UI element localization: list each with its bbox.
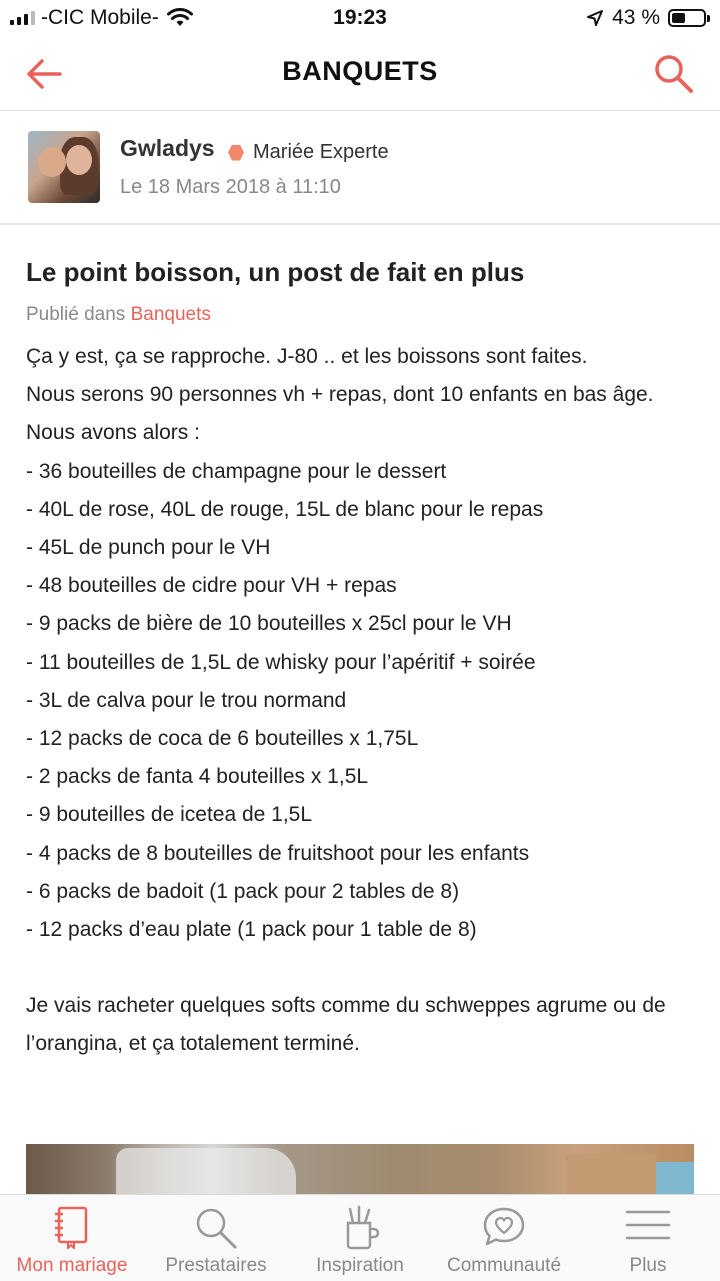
battery-percent: 43 %: [612, 6, 660, 29]
author-card: [0, 111, 720, 225]
status-right: [586, 6, 706, 30]
published-prefix: Publié dans: [26, 304, 126, 325]
list-item: - 45L de punch pour le VH: [26, 536, 271, 560]
pencil-cup-icon: [340, 1205, 380, 1251]
tab-inspiration[interactable]: [288, 1195, 432, 1281]
search-icon: [193, 1205, 239, 1251]
list-item: - 2 packs de fanta 4 bouteilles x 1,5L: [26, 765, 369, 789]
tab-prestataires[interactable]: [144, 1195, 288, 1281]
clock: 19:23: [333, 6, 387, 29]
badge-hexagon-icon: [228, 145, 244, 161]
post-content: [26, 224, 696, 1064]
author-name[interactable]: Gwladys: [120, 135, 215, 161]
location-arrow-icon: [586, 9, 604, 27]
body-line: Nous serons 90 personnes vh + repas, dont 10 enfants en bas âge.: [26, 383, 654, 407]
tab-label: Communauté: [446, 1255, 562, 1276]
heart-chat-icon: [481, 1205, 527, 1249]
post-photo[interactable]: [26, 1144, 694, 1196]
body-line: Ça y est, ça se rapproche. J-80 .. et les boissons sont faites.: [26, 345, 588, 368]
closing-paragraph: Je vais racheter quelques softs comme du schweppes agrume ou de l’orangina, et ça totalement terminé.: [26, 994, 666, 1056]
body-line: Nous avons alors :: [26, 421, 200, 445]
avatar[interactable]: [28, 131, 100, 203]
category-link[interactable]: Banquets: [130, 304, 211, 325]
tab-communaute[interactable]: [432, 1195, 576, 1281]
nav-header: [0, 36, 720, 111]
list-item: - 6 packs de badoit (1 pack pour 2 tables de 8): [26, 879, 460, 903]
search-icon[interactable]: [652, 52, 696, 96]
page-title: BANQUETS: [282, 56, 438, 86]
list-item: - 36 bouteilles de champagne pour le dessert: [26, 459, 447, 483]
battery-icon: [668, 9, 706, 27]
carrier-name: -CIC Mobile-: [41, 6, 159, 29]
list-item: - 48 bouteilles de cidre pour VH + repas: [26, 574, 397, 598]
list-item: - 4 packs de 8 bouteilles de fruitshoot pour les enfants: [26, 841, 530, 865]
list-item: - 3L de calva pour le trou normand: [26, 688, 347, 712]
post-title: Le point boisson, un post de fait en plus: [26, 257, 525, 287]
status-bar: [0, 0, 720, 36]
published-line: [26, 304, 696, 326]
post-body: [26, 338, 696, 1064]
list-item: - 9 packs de bière de 10 bouteilles x 25cl pour le VH: [26, 612, 512, 636]
notebook-icon: [52, 1205, 92, 1249]
tab-label: Mon mariage: [16, 1255, 128, 1276]
tab-mon-mariage[interactable]: [0, 1195, 144, 1281]
list-item: - 40L de rose, 40L de rouge, 15L de blanc pour le repas: [26, 497, 544, 521]
list-item: - 12 packs d’eau plate (1 pack pour 1 table de 8): [26, 918, 477, 942]
badge-label: Mariée Experte: [253, 141, 389, 163]
tab-plus[interactable]: [576, 1195, 720, 1281]
author-badge: [228, 141, 389, 164]
menu-icon: [625, 1205, 671, 1245]
tab-label: Prestataires: [165, 1255, 267, 1276]
tab-label: Plus: [629, 1255, 667, 1276]
post-date: Le 18 Mars 2018 à 11:10: [120, 176, 341, 198]
tab-bar: [0, 1194, 720, 1281]
tab-label: Inspiration: [316, 1255, 404, 1276]
list-item: - 12 packs de coca de 6 bouteilles x 1,75L: [26, 727, 419, 751]
list-item: - 9 bouteilles de icetea de 1,5L: [26, 803, 313, 827]
list-item: - 11 bouteilles de 1,5L de whisky pour l’apéritif + soirée: [26, 650, 536, 674]
